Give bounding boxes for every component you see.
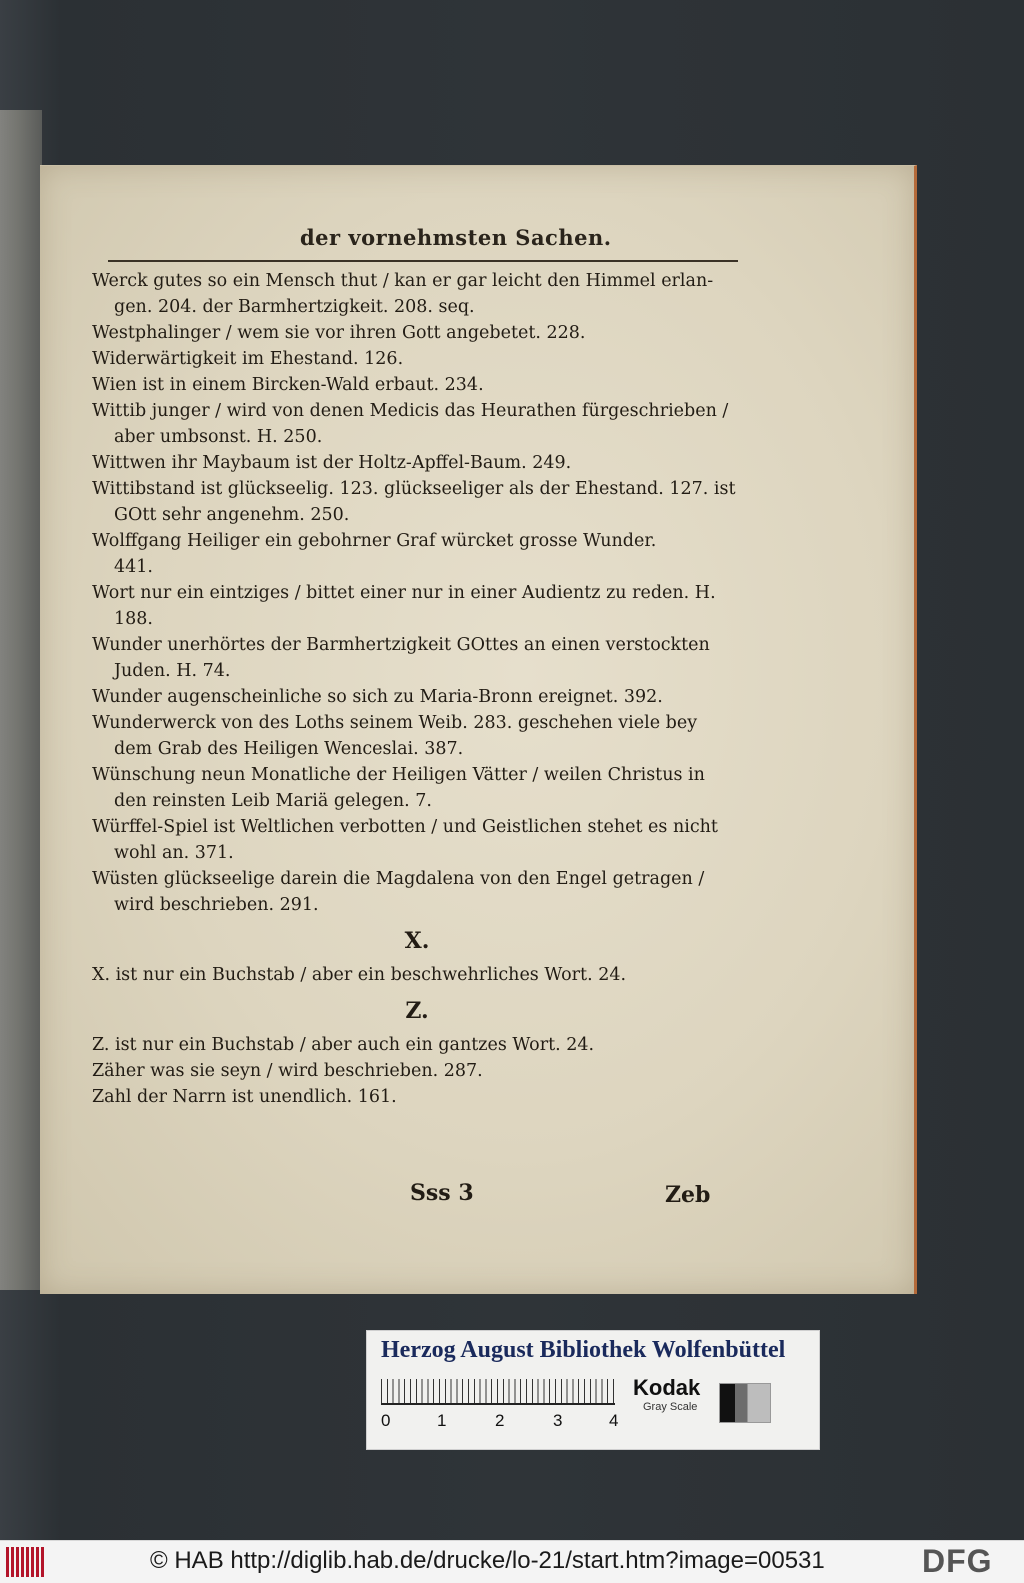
entry-line: Wolffgang Heiliger ein gebohrner Graf würcket grosse Wunder. [92,531,657,551]
index-entries [92,268,742,1110]
index-entry [92,632,742,684]
catchword: Zeb [665,1182,711,1208]
index-entry [92,476,742,528]
index-entry [92,684,742,710]
entry-continuation: gen. 204. der Barmhertzigkeit. 208. seq. [114,297,475,317]
hab-logo-icon [6,1547,46,1577]
section-heading-x: X. [404,928,430,954]
ruler-number: 2 [495,1411,505,1430]
source-url[interactable]: © HAB http://diglib.hab.de/drucke/lo-21/start.htm?image=00531 [150,1547,825,1574]
section-heading-z: Z. [405,998,429,1024]
index-entry [92,866,742,918]
entries-w-list [92,268,742,918]
entry-line: Wittib junger / wird von denen Medicis das Heurathen fürgeschrieben / [92,401,729,421]
index-entry [92,762,742,814]
entry-continuation: dem Grab des Heiligen Wenceslai. 387. [114,739,464,759]
index-entry [92,398,742,450]
signature-mark: Sss 3 [410,1180,474,1206]
index-entry [92,268,742,320]
entry-line: Wüsten glückseelige darein die Magdalena von den Engel getragen / [92,869,705,889]
gray-scale-label: Gray Scale [643,1401,698,1413]
ruler-number: 4 [609,1411,619,1430]
index-entry [92,814,742,866]
index-entry [92,320,742,346]
index-entry: X. ist nur ein Buchstab / aber ein beschwehrliches Wort. 24. [92,965,627,985]
adjacent-page-edge [0,110,42,1290]
entry-line: Wünschung neun Monatliche der Heiligen Vätter / weilen Christus in [92,765,705,785]
ruler-number: 0 [381,1411,391,1430]
entry-continuation: Juden. H. 74. [114,661,231,681]
index-entry: Zahl der Narrn ist unendlich. 161. [92,1087,397,1107]
entry-continuation: wird beschrieben. 291. [114,895,319,915]
index-entry [92,580,742,632]
entry-line: Wittwen ihr Maybaum ist der Holtz-Apffel-Baum. 249. [92,453,572,473]
entry-continuation: GOtt sehr angenehm. 250. [114,505,350,525]
entry-line: Wort nur ein eintziges / bittet einer nur in einer Audientz zu reden. H. [92,583,716,603]
index-entry: Zäher was sie seyn / wird beschrieben. 287. [92,1061,483,1081]
entry-line: Wien ist in einem Bircken-Wald erbaut. 234. [92,375,484,395]
index-entry [92,450,742,476]
entry-line: Widerwärtigkeit im Ehestand. 126. [92,349,404,369]
entry-continuation: 441. [114,557,153,577]
entry-line: Westphalinger / wem sie vor ihren Gott angebetet. 228. [92,323,586,343]
entry-line: Würffel-Spiel ist Weltlichen verbotten / und Geistlichen stehet es nicht [92,817,718,837]
dfg-logo: DFG [922,1543,993,1579]
index-entry [92,346,742,372]
kodak-logo: Kodak [633,1375,701,1400]
index-entry [92,372,742,398]
library-name: Herzog August Bibliothek Wolfenbüttel [381,1337,786,1363]
index-entry: Z. ist nur ein Buchstab / aber auch ein gantzes Wort. 24. [92,1035,595,1055]
entry-continuation: 188. [114,609,153,629]
entry-line: Wunder augenscheinliche so sich zu Maria-Bronn ereignet. 392. [92,687,663,707]
entry-line: Wunder unerhörtes der Barmhertzigkeit GOttes an einen verstockten [92,635,710,655]
ruler-number: 3 [553,1411,563,1430]
color-calibration-card [366,1330,820,1450]
gray-swatch [719,1383,771,1423]
entry-line: Werck gutes so ein Mensch thut / kan er gar leicht den Himmel erlan- [92,271,714,291]
entry-continuation: aber umbsonst. H. 250. [114,427,323,447]
running-head: der vornehmsten Sachen. [300,225,612,250]
entry-continuation: den reinsten Leib Mariä gelegen. 7. [114,791,432,811]
entry-line: Wittibstand ist glückseelig. 123. glückseeliger als der Ehestand. 127. ist [92,479,736,499]
ruler-number: 1 [437,1411,447,1430]
index-entry [92,528,742,580]
scale-ruler [381,1379,615,1405]
entry-line: Wunderwerck von des Loths seinem Weib. 283. geschehen viele bey [92,713,698,733]
footer-bar [0,1540,1024,1583]
head-rule [108,260,738,262]
entry-continuation: wohl an. 371. [114,843,234,863]
ruler-numbers [377,1411,627,1433]
index-entry [92,710,742,762]
